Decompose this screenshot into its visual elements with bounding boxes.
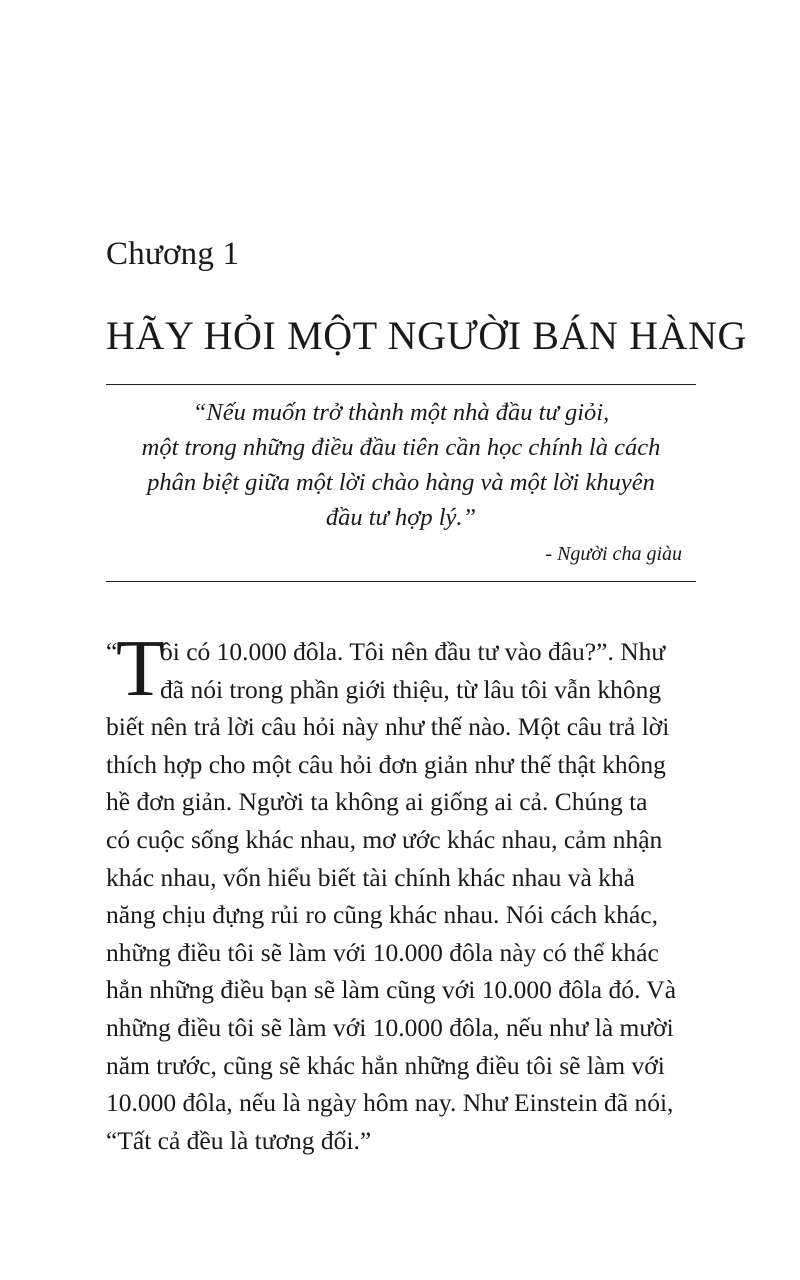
epigraph-bottom-divider	[106, 581, 696, 582]
body-line: những điều tôi sẽ làm với 10.000 đôla này có thể khác	[106, 937, 659, 967]
body-line: năm trước, cũng sẽ khác hẳn những điều tôi sẽ làm với	[106, 1050, 665, 1080]
body-line: thích hợp cho một câu hỏi đơn giản như thế thật không	[106, 749, 666, 779]
epigraph-line: “Nếu muốn trở thành một nhà đầu tư giỏi,	[192, 399, 610, 426]
body-line: hề đơn giản. Người ta không ai giống ai cả. Chúng ta	[106, 787, 648, 817]
epigraph-line: phân biệt giữa một lời chào hàng và một lời khuyên	[147, 469, 655, 496]
epigraph-quote	[106, 395, 696, 535]
body-line: ôi có 10.000 đôla. Tôi nên đầu tư vào đâu?”. Như	[160, 637, 666, 666]
chapter-title: HÃY HỎI MỘT NGƯỜI BÁN HÀNG	[106, 313, 748, 358]
body-line: biết nên trả lời câu hỏi này như thế nào. Một câu trả lời	[106, 712, 670, 742]
drop-cap-letter: T	[116, 625, 165, 713]
epigraph-attribution: - Người cha giàu	[545, 543, 682, 565]
body-line: hẳn những điều bạn sẽ làm cũng với 10.000 đôla đó. Và	[106, 975, 677, 1005]
body-line: năng chịu đựng rủi ro cũng khác nhau. Nói cách khác,	[106, 900, 658, 930]
body-line: những điều tôi sẽ làm với 10.000 đôla, nếu như là mười	[106, 1012, 674, 1042]
body-line: khác nhau, vốn hiểu biết tài chính khác nhau và khả	[106, 862, 635, 892]
body-paragraph	[106, 625, 700, 1159]
opening-quote-mark: “	[106, 637, 118, 666]
epigraph-line: một trong những điều đầu tiên cần học chính là cách	[141, 434, 661, 461]
body-line: có cuộc sống khác nhau, mơ ước khác nhau, cảm nhận	[106, 824, 663, 854]
epigraph-line: đầu tư hợp lý.”	[325, 504, 477, 531]
body-line: đã nói trong phần giới thiệu, từ lâu tôi vẫn không	[160, 674, 662, 704]
body-line: 10.000 đôla, nếu là ngày hôm nay. Như Einstein đã nói,	[106, 1088, 674, 1118]
body-line: “Tất cả đều là tương đối.”	[106, 1125, 372, 1155]
epigraph-top-divider	[106, 384, 696, 385]
chapter-label: Chương 1	[106, 236, 240, 272]
